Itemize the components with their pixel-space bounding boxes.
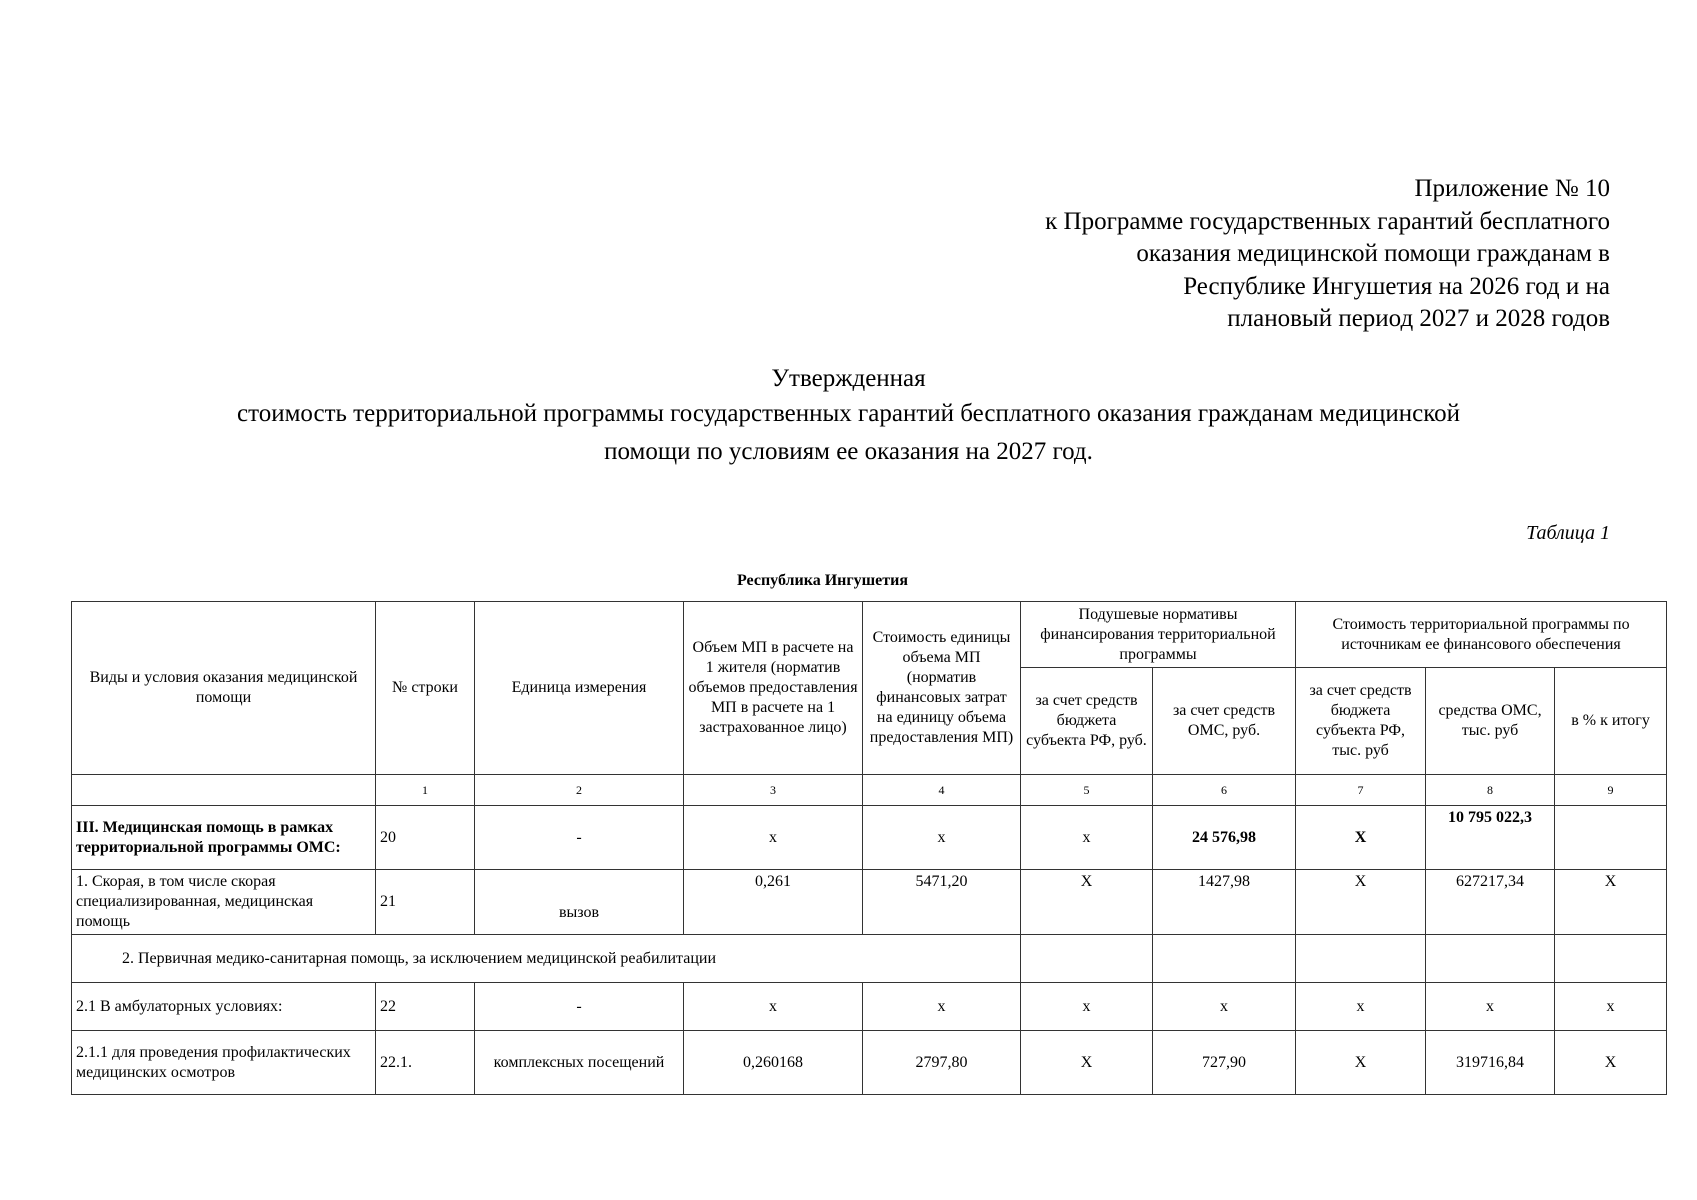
row-name: 1. Скорая, в том числе скорая специализированная, медицинская помощь [72,870,376,935]
row-number: 21 [376,870,475,935]
row-number: 22 [376,983,475,1031]
row-volume: x [684,806,863,870]
header-budget-thousand: за счет средств бюджета субъекта РФ, тыс. руб [1296,668,1426,775]
annex-header [1045,173,1610,336]
row-budget-thousand: x [1296,983,1426,1031]
row-number: 22.1. [376,1031,475,1095]
row-unit: - [475,983,684,1031]
column-number: 2 [475,775,684,806]
empty-cell [1021,935,1153,983]
column-number: 1 [376,775,475,806]
row-unit: - [475,806,684,870]
column-number: 8 [1426,775,1555,806]
row-oms-rub: 727,90 [1153,1031,1296,1095]
row-volume: x [684,983,863,1031]
header-group-percapita: Подушевые нормативы финансирования территориальной программы [1021,602,1296,668]
cost-table [71,601,1667,1095]
row-cost: 5471,20 [863,870,1021,935]
row-name: 2.1.1 для проведения профилактических медицинских осмотров [72,1031,376,1095]
section-title: 2. Первичная медико-санитарная помощь, за исключением медицинской реабилитации [72,935,1021,983]
empty-cell [1426,935,1555,983]
region-caption: Республика Ингушетия [736,572,908,589]
row-budget-thousand: X [1296,870,1426,935]
row-percent [1555,806,1667,870]
row-oms-rub: 1427,98 [1153,870,1296,935]
row-oms-thousand: 319716,84 [1426,1031,1555,1095]
header-oms-thousand: средства ОМС, тыс. руб [1426,668,1555,775]
row-budget-thousand: X [1296,806,1426,870]
header-row-no: № строки [376,602,475,775]
header-budget-rub: за счет средств бюджета субъекта РФ, руб. [1021,668,1153,775]
row-name: 2.1 В амбулаторных условиях: [72,983,376,1031]
row-cost: x [863,983,1021,1031]
column-number: 3 [684,775,863,806]
empty-cell [1296,935,1426,983]
row-percent: X [1555,870,1667,935]
row-budget-rub: X [1021,1031,1153,1095]
column-number [72,775,376,806]
row-budget-rub: x [1021,983,1153,1031]
row-oms-rub: 24 576,98 [1153,806,1296,870]
header-oms-rub: за счет средств ОМС, руб. [1153,668,1296,775]
annex-line-3: оказания медицинской помощи гражданам в [1136,240,1610,267]
header-volume: Объем МП в расчете на 1 жителя (норматив объемов предоставления МП в расчете на 1 застрахованное лицо) [684,602,863,775]
row-cost: x [863,806,1021,870]
row-budget-rub: x [1021,806,1153,870]
table-row [72,983,1667,1031]
row-budget-rub: X [1021,870,1153,935]
column-number: 6 [1153,775,1296,806]
row-volume: 0,261 [684,870,863,935]
empty-cell [1555,935,1667,983]
column-number: 4 [863,775,1021,806]
annex-line-5: плановый период 2027 и 2028 годов [1227,305,1610,332]
document-title: Утвержденная [771,365,926,392]
header-cost: Стоимость единицы объема МП (норматив финансовых затрат на единицу объема предоставления МП) [863,602,1021,775]
column-number: 7 [1296,775,1426,806]
row-budget-thousand: X [1296,1031,1426,1095]
column-number-row [72,775,1667,806]
row-percent: x [1555,983,1667,1031]
header-row-1 [72,602,1667,668]
header-percent: в % к итогу [1555,668,1667,775]
row-volume: 0,260168 [684,1031,863,1095]
empty-cell [1153,935,1296,983]
row-cost: 2797,80 [863,1031,1021,1095]
document-subtitle-line-2: помощи по условиям ее оказания на 2027 год. [604,438,1093,465]
annex-line-2: к Программе государственных гарантий бесплатного [1045,207,1610,235]
row-number: 20 [376,806,475,870]
row-name: III. Медицинская помощь в рамках территориальной программы ОМС: [72,806,376,870]
column-number: 5 [1021,775,1153,806]
header-unit: Единица измерения [475,602,684,775]
row-oms-rub: x [1153,983,1296,1031]
row-unit: вызов [475,870,684,935]
row-oms-thousand: x [1426,983,1555,1031]
document-subtitle-line-1: стоимость территориальной программы государственных гарантий бесплатного оказания гражданам медицинской [237,400,1460,427]
table-row [72,1031,1667,1095]
annex-line-1: Приложение № 10 [1414,175,1610,202]
section-row [72,935,1667,983]
table-row [72,870,1667,935]
column-number: 9 [1555,775,1667,806]
table-row [72,806,1667,870]
table-number: Таблица 1 [1526,522,1610,544]
annex-line-4: Республике Ингушетия на 2026 год и на [1183,272,1610,300]
row-oms-thousand: 10 795 022,3 [1426,806,1555,870]
header-group-sources: Стоимость территориальной программы по источникам ее финансового обеспечения [1296,602,1667,668]
header-types: Виды и условия оказания медицинской помощи [72,602,376,775]
row-unit: комплексных посещений [475,1031,684,1095]
row-oms-thousand: 627217,34 [1426,870,1555,935]
row-percent: X [1555,1031,1667,1095]
